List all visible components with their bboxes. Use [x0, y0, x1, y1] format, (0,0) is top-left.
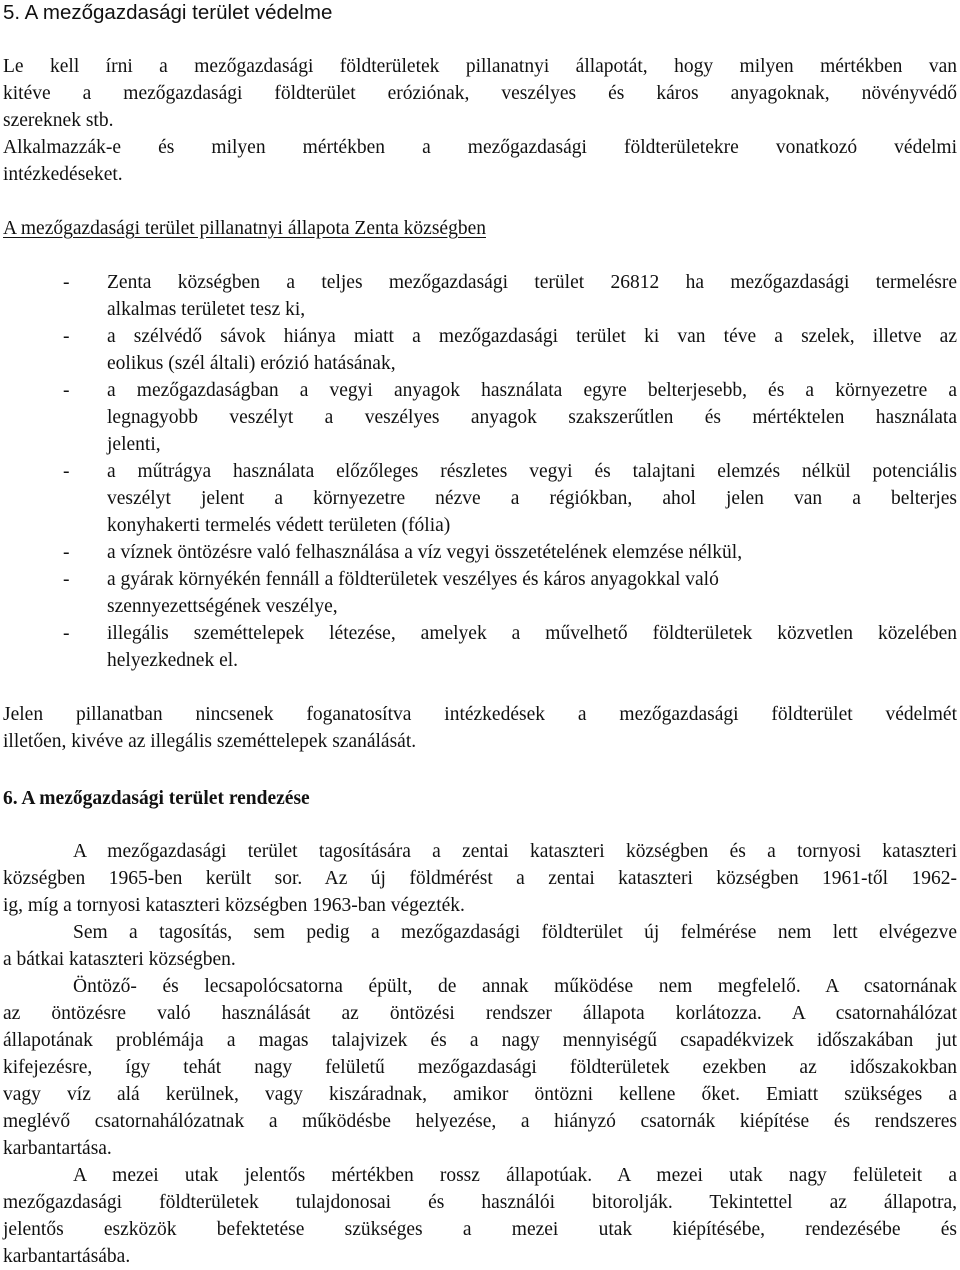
- bullet-dash: -: [63, 569, 70, 590]
- bullet-dash: -: [63, 272, 70, 293]
- text-line: intézkedéseket.: [3, 164, 123, 185]
- text-line: Öntöző- és lecsapolócsatorna épült, de annak működése nem megfelelő. A csatornának: [73, 976, 957, 997]
- text-line: alkalmas területet tesz ki,: [107, 299, 306, 320]
- text-line: A mezei utak jelentős mértékben rossz állapotúak. A mezei utak nagy felületeit a: [73, 1165, 957, 1186]
- text-line: Le kell írni a mezőgazdasági földterületek pillanatnyi állapotát, hogy milyen mértékben van: [3, 56, 957, 77]
- text-line: legnagyobb veszélyt a veszélyes anyagok szakszerűtlen és mértéktelen használata: [107, 407, 957, 428]
- section-5-heading: 5. A mezőgazdasági terület védelme: [3, 1, 333, 24]
- subheading: A mezőgazdasági terület pillanatnyi állapota Zenta községben: [3, 218, 486, 239]
- text-line: A mezőgazdasági terület tagosítására a zentai kataszteri községben és a tornyosi kataszteri: [73, 841, 957, 862]
- text-line: szennyezettségének veszélye,: [107, 596, 338, 617]
- text-line: illetően, kivéve az illegális szeméttelepek szanálását.: [3, 731, 417, 752]
- text-line: a gyárak környékén fennáll a földterületek veszélyes és káros anyagokkal való: [107, 569, 719, 590]
- text-line: állapotának problémája a magas talajvizek és a nagy mennyiségű csapadékvizek időszakában jut: [3, 1030, 957, 1051]
- bullet-dash: -: [63, 623, 70, 644]
- text-line: a szélvédő sávok hiánya miatt a mezőgazdasági terület ki van téve a szelek, illetve az: [107, 326, 957, 347]
- section-6-heading: 6. A mezőgazdasági terület rendezése: [3, 788, 310, 809]
- text-line: az öntözésre való használását az öntözési rendszer állapota korlátozza. A csatornahálózat: [3, 1003, 957, 1024]
- text-line: karbantartásába.: [3, 1246, 131, 1267]
- text-line: mezőgazdasági földterületek tulajdonosai és használói bitorolják. Tekintettel az állapotra,: [3, 1192, 957, 1213]
- text-line: jelenti,: [107, 434, 161, 455]
- text-line: községben 1965-ben került sor. Az új földmérést a zentai kataszteri községben 1961-től 1962-: [3, 868, 957, 889]
- text-line: veszélyt jelent a környezetre nézve a régiókban, ahol jelen van a belterjes: [107, 488, 957, 509]
- bullet-dash: -: [63, 461, 70, 482]
- text-line: eolikus (szél általi) erózió hatásának,: [107, 353, 396, 374]
- text-line: helyezkednek el.: [107, 650, 239, 671]
- text-line: Sem a tagosítás, sem pedig a mezőgazdasági földterület új felmérése nem lett elvégezve: [73, 922, 957, 943]
- text-line: kitéve a mezőgazdasági földterület eróziónak, veszélyes és káros anyagoknak, növényvédő: [3, 83, 957, 104]
- text-line: Alkalmazzák-e és milyen mértékben a mezőgazdasági földterületekre vonatkozó védelmi: [3, 137, 957, 158]
- text-line: karbantartása.: [3, 1138, 112, 1159]
- text-line: Zenta községben a teljes mezőgazdasági terület 26812 ha mezőgazdasági termelésre: [107, 272, 957, 293]
- text-line: jelentős eszközök befektetése szükséges a mezei utak kiépítésébe, rendezésébe és: [3, 1219, 957, 1240]
- text-line: illegális szeméttelepek létezése, amelyek a művelhető földterületek közvetlen közelében: [107, 623, 957, 644]
- bullet-dash: -: [63, 326, 70, 347]
- bullet-dash: -: [63, 380, 70, 401]
- bullet-dash: -: [63, 542, 70, 563]
- text-line: ig, míg a tornyosi kataszteri községben 1963-ban végezték.: [3, 895, 465, 916]
- text-line: konyhakerti termelés védett területen (fólia): [107, 515, 451, 536]
- text-line: a mezőgazdaságban a vegyi anyagok használata egyre belterjesebb, és a környezetre a: [107, 380, 957, 401]
- text-line: kifejezésre, így tehát nagy felületű mezőgazdasági földterületek ezekben az időszakokban: [3, 1057, 957, 1078]
- text-line: a víznek öntözésre való felhasználása a víz vegyi összetételének elemzése nélkül,: [107, 542, 743, 563]
- text-line: a bátkai kataszteri községben.: [3, 949, 236, 970]
- text-line: meglévő csatornahálózatnak a működésbe helyezése, a hiányzó csatornák kiépítése és rendszeres: [3, 1111, 957, 1132]
- text-line: vagy víz alá kerülnek, vagy kiszáradnak, amikor öntözni kellene őket. Emiatt szükséges a: [3, 1084, 957, 1105]
- text-line: Jelen pillanatban nincsenek foganatosítva intézkedések a mezőgazdasági földterület védelmét: [3, 704, 957, 725]
- text-line: a műtrágya használata előzőleges részletes vegyi és talajtani elemzés nélkül potenciális: [107, 461, 957, 482]
- text-line: szereknek stb.: [3, 110, 114, 131]
